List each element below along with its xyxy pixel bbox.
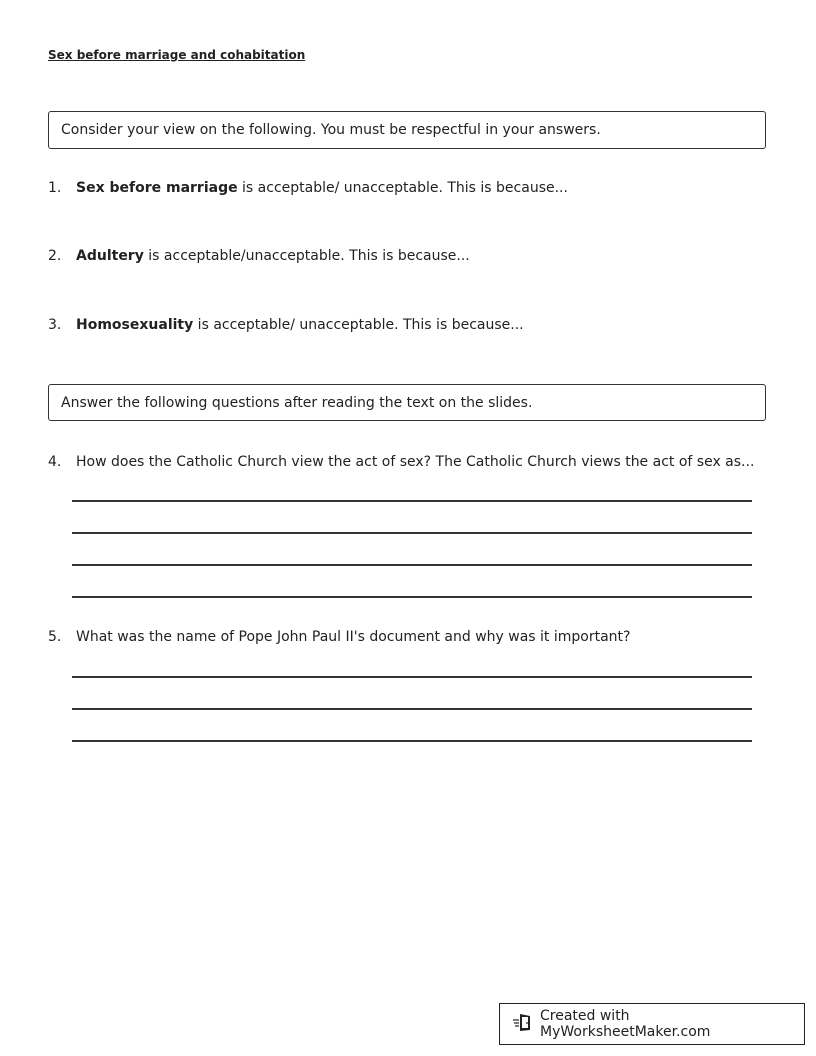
instruction-box-1 (48, 111, 766, 149)
worksheet-title: Sex before marriage and cohabitation (48, 48, 306, 62)
question-text: How does the Catholic Church view the act of sex? The Catholic Church views the act of sex as... (76, 454, 755, 470)
footer-label: Created with MyWorksheetMaker.com (540, 1008, 711, 1040)
answer-line[interactable] (72, 532, 752, 534)
question-1 (48, 180, 568, 196)
question-text: is acceptable/ unacceptable. This is because... (237, 180, 568, 196)
question-text: What was the name of Pope John Paul II's document and why was it important? (76, 629, 631, 645)
answer-line[interactable] (72, 708, 752, 710)
question-4 (48, 454, 754, 470)
instruction-text-2: Answer the following questions after reading the text on the slides. (61, 394, 533, 411)
question-topic: Sex before marriage (76, 180, 238, 196)
question-number: 5. (48, 629, 62, 645)
question-number: 2. (48, 248, 62, 264)
answer-line[interactable] (72, 596, 752, 598)
question-3 (48, 317, 524, 333)
answer-line[interactable] (72, 676, 752, 678)
answer-line[interactable] (72, 564, 752, 566)
footer-credit (499, 1003, 805, 1045)
question-text: is acceptable/ unacceptable. This is because... (193, 317, 524, 333)
question-topic: Adultery (76, 248, 144, 264)
door-exit-icon (512, 1012, 540, 1036)
instruction-text-1: Consider your view on the following. You must be respectful in your answers. (61, 122, 601, 138)
question-2 (48, 248, 470, 264)
question-text: is acceptable/unacceptable. This is because... (143, 248, 470, 264)
question-number: 4. (48, 454, 62, 470)
question-topic: Homosexuality (76, 317, 194, 333)
instruction-box-2 (48, 384, 766, 421)
question-number: 1. (48, 180, 62, 196)
answer-line[interactable] (72, 740, 752, 742)
answer-line[interactable] (72, 500, 752, 502)
question-5 (48, 629, 630, 645)
question-number: 3. (48, 317, 62, 333)
